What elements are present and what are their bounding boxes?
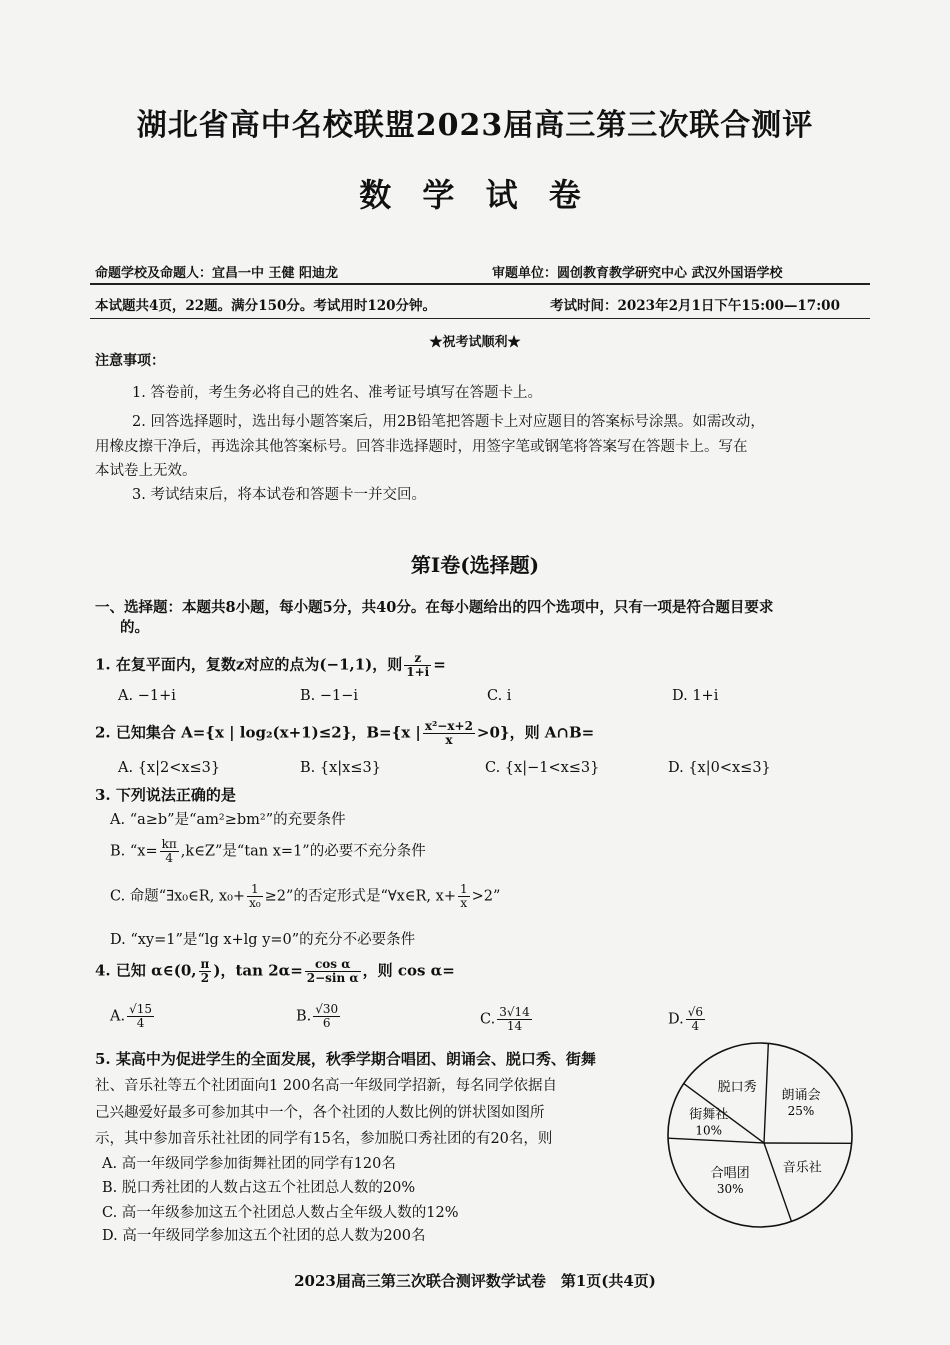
- section-title: 第Ⅰ卷(选择题): [410, 553, 540, 577]
- pie-slice-boundary-3: [764, 1043, 768, 1143]
- q2-option-a: A. {x|2<x≤3}: [118, 760, 221, 776]
- section-instruction-2: 的。: [120, 619, 149, 636]
- pie-slice-boundary-1: [668, 1138, 764, 1143]
- q4-option-d: D. $\frac{√6}{4}$: [668, 1005, 703, 1033]
- pie-label-朗诵会: 朗诵会: [781, 1087, 821, 1103]
- page-footer: 2023届高三第三次联合测评数学试卷 第1页(共4页): [294, 1272, 656, 1290]
- q5-option-a: A. 高一年级同学参加街舞社团的同学有120名: [102, 1156, 396, 1172]
- q3c-fraction-1: $\frac{1}{\text{x₀}}$: [249, 882, 261, 910]
- reviewer-line: 审题单位：圆创教育教学研究中心 武汉外国语学校: [492, 266, 783, 281]
- q3-option-b: B. “x= $\frac{k\pi}{4}$ ,k∈Z”是“tan x=1”的必要不充分条件: [110, 837, 426, 865]
- q1-option-c: C. i: [487, 688, 512, 704]
- notice-item-1: 1. 答卷前，考生务必将自己的姓名、准考证号填写在答题卡上。: [132, 385, 542, 401]
- question-2-stem: 2. 已知集合 A={x | log₂(x+1)≤2}，B={x | $\frac{\text{x²−x+2}}{x}$ >0}，则 A∩B=: [95, 719, 595, 747]
- setters-line: 命题学校及命题人：宜昌一中 王健 阳迪龙: [95, 266, 339, 281]
- section-instruction-1: 一、选择题：本题共8小题，每小题5分，共40分。在每小题给出的四个选项中，只有一项是符合题目要求: [95, 599, 774, 616]
- q2-option-d: D. {x|0<x≤3}: [668, 760, 771, 776]
- q5-option-b: B. 脱口秀社团的人数占这五个社团总人数的20%: [102, 1180, 416, 1196]
- pie-label-音乐社: 音乐社: [782, 1160, 822, 1176]
- notice-item-2b: 用橡皮擦干净后，再选涂其他答案标号。回答非选择题时，用签字笔或钢笔将答案写在答题卡上。写在: [95, 439, 748, 455]
- q5-option-d: D. 高一年级同学参加这五个社团的总人数为200名: [102, 1228, 426, 1244]
- notice-heading: 注意事项：: [95, 353, 165, 369]
- q4-fraction: $\frac{\text{cos α}}{\text{2−sin α}}$: [306, 957, 359, 985]
- question-5-line-3: 己兴趣爱好最多可参加其中一个，各个社团的人数比例的饼状图如图所: [95, 1105, 545, 1121]
- pie-percent-合唱团: 30%: [716, 1182, 744, 1197]
- notice-item-3: 3. 考试结束后，将本试卷和答题卡一并交回。: [132, 487, 426, 503]
- q4-option-c: C. $\frac{3√14}{14}$: [480, 1005, 530, 1033]
- pie-label-合唱团: 合唱团: [710, 1166, 750, 1182]
- pie-label-脱口秀: 脱口秀: [717, 1079, 757, 1095]
- q3-option-d: D. “xy=1”是“lg x+lg y=0”的充分不必要条件: [110, 932, 416, 948]
- pie-label-街舞社: 街舞社: [689, 1107, 729, 1123]
- subject-title: 数 学 试 卷: [359, 176, 591, 214]
- pie-percent-朗诵会: 25%: [787, 1103, 815, 1118]
- good-luck-banner: ★祝考试顺利★: [429, 335, 521, 350]
- q3-option-c: C. 命题“∃x₀∈R, x₀+ $\frac{1}{\text{x₀}}$ ≥2”的否定形式是“∀x∈R, x+ $\frac{1}{x}$ >2”: [110, 882, 501, 910]
- q4-option-a: A. $\frac{√15}{4}$: [110, 1002, 153, 1030]
- pie-slice-boundary-5: [764, 1143, 791, 1221]
- exam-title: 湖北省高中名校联盟2023届高三第三次联合测评: [136, 108, 814, 143]
- q3-option-a: A. “a≥b”是“am²≥bm²”的充要条件: [110, 812, 346, 828]
- q4-option-b: B. $\frac{√30}{6}$: [296, 1002, 339, 1030]
- q1-fraction: $\frac{z}{1+i}$: [406, 651, 430, 679]
- club-pie-chart: [660, 1035, 860, 1235]
- question-3-stem: 3. 下列说法正确的是: [95, 786, 236, 804]
- question-5-line-4: 示，其中参加音乐社社团的同学有15名，参加脱口秀社团的有20名，则: [95, 1131, 553, 1147]
- exam-time: 考试时间：2023年2月1日下午15:00—17:00: [550, 298, 840, 314]
- question-1-stem: 1. 在复平面内，复数z对应的点为(−1,1)，则 $\frac{z}{1+i}$ =: [95, 651, 446, 679]
- question-5-line-2: 社、音乐社等五个社团面向1 200名高一年级同学招新，每名同学依据自: [95, 1078, 558, 1094]
- q1-option-b: B. −1−i: [300, 688, 359, 704]
- q1-option-d: D. 1+i: [672, 688, 719, 704]
- exam-info: 本试题共4页，22题。满分150分。考试用时120分钟。: [95, 298, 437, 314]
- header-rule-top: [90, 283, 870, 285]
- q4-pi-fraction: $\frac{\pi}{2}$: [200, 957, 210, 985]
- q5-option-c: C. 高一年级参加这五个社团总人数占全年级人数的12%: [102, 1205, 459, 1221]
- q3c-fraction-2: $\frac{1}{x}$: [459, 882, 468, 910]
- question-4-stem: 4. 已知 α∈(0, $\frac{\pi}{2}$ )，tan 2α= $\frac{\text{cos α}}{\text{2−sin α}}$ ，则 cos α=: [95, 957, 455, 985]
- q2-option-c: C. {x|−1<x≤3}: [485, 760, 600, 776]
- pie-percent-街舞社: 10%: [695, 1123, 723, 1138]
- q3b-fraction: $\frac{k\pi}{4}$: [161, 837, 177, 865]
- notice-item-2c: 本试卷上无效。: [95, 463, 197, 479]
- header-rule-bottom: [90, 318, 870, 319]
- q2-fraction: $\frac{\text{x²−x+2}}{x}$: [424, 719, 473, 747]
- q1-option-a: A. −1+i: [118, 688, 176, 704]
- question-5-line-1: 5. 某高中为促进学生的全面发展，秋季学期合唱团、朗诵会、脱口秀、街舞: [95, 1050, 596, 1068]
- q2-option-b: B. {x|x≤3}: [300, 760, 381, 776]
- notice-item-2a: 2. 回答选择题时，选出每小题答案后，用2B铅笔把答题卡上对应题目的答案标号涂黑。如需改动，: [132, 414, 765, 430]
